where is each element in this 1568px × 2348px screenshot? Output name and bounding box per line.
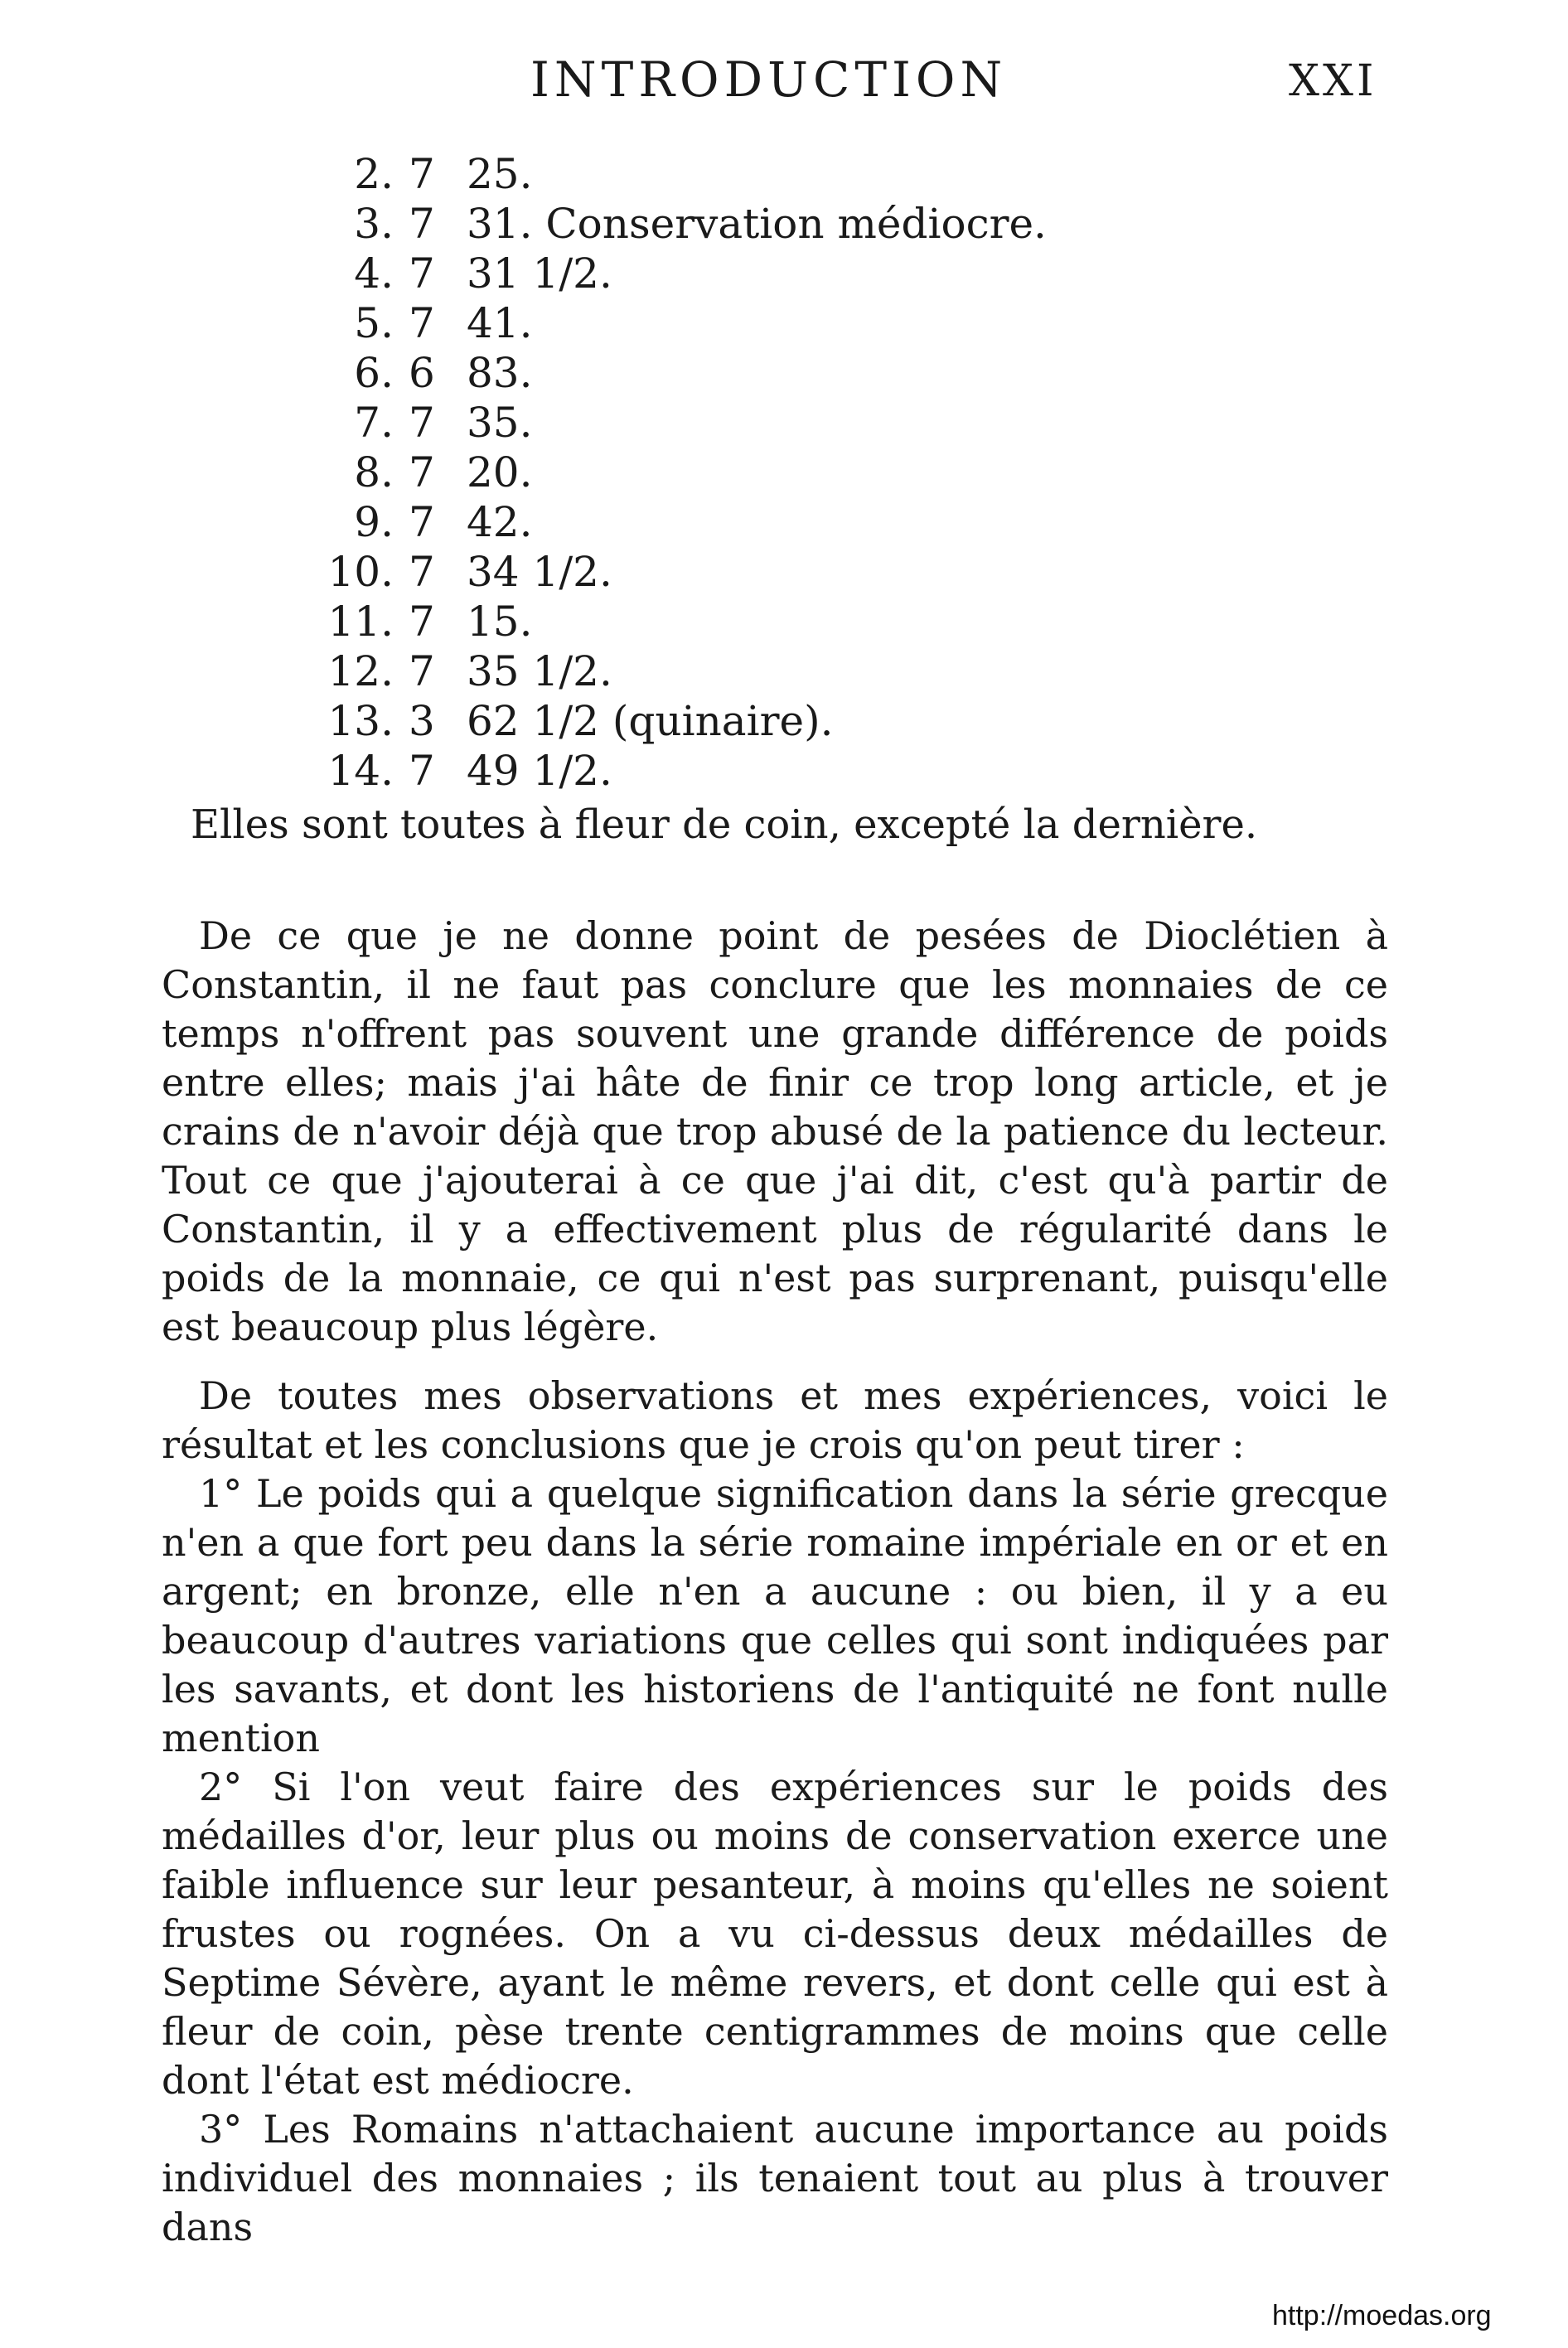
row-centigrams: 35 1/2.: [467, 647, 612, 695]
page-title: INTRODUCTION: [530, 51, 1008, 108]
row-centigrams: 31. Conservation médiocre.: [467, 200, 1047, 248]
table-row: [315, 348, 1047, 398]
paragraph-1-text: De ce que je ne donne point de pesées de Dioclétien à Constantin, il ne faut pas conclure que les monnaies de ce temps n'offrent pas souvent une grande différence de poids entre elles; mais j'ai hâte de finir ce trop long article, et je crains de n'avoir déjà que trop abusé de la patience du lecteur. Tout ce que j'ajouterai à ce que j'ai dit, c'est qu'à partir de Constantin, il y a effectivement plus de régularité dans le poids de la monnaie, ce qui n'est pas surprenant, puisqu'elle est beaucoup plus légère.: [162, 913, 1388, 1349]
table-row: [315, 298, 1047, 348]
row-grams: 7: [409, 299, 435, 347]
point-3-text: 3° Les Romains n'attachaient aucune importance au poids individuel des monnaies ; ils tenaient tout au plus à trouver dans: [162, 2107, 1388, 2249]
row-centigrams: 34 1/2.: [467, 548, 612, 596]
row-grams: 3: [409, 697, 435, 745]
paragraph-2-text: De toutes mes observations et mes expériences, voici le résultat et les conclusions que je crois qu'on peut tirer :: [162, 1373, 1388, 1467]
table-row: [315, 646, 1047, 696]
watermark-url: http://moedas.org: [1272, 2300, 1492, 2331]
row-centigrams: 15.: [467, 598, 533, 646]
row-number: 11.: [327, 598, 394, 646]
row-number: 4.: [354, 249, 394, 298]
point-2-text: 2° Si l'on veut faire des expériences sur le poids des médailles d'or, leur plus ou moins de conservation exerce une faible influence sur leur pesanteur, à moins qu'elles ne soient frustes ou rognées. On a vu ci-dessus deux médailles de Septime Sévère, ayant le même revers, et dont celle qui est à fleur de coin, pèse trente centigrammes de moins que celle dont l'état est médiocre.: [162, 1765, 1388, 2103]
paragraph-1: [162, 912, 1388, 1352]
row-grams: 7: [409, 598, 435, 646]
row-number: 13.: [327, 697, 394, 745]
table-row: [315, 249, 1047, 298]
row-number: 3.: [354, 200, 394, 248]
running-head: [0, 43, 1568, 109]
row-number: 9.: [354, 498, 394, 546]
row-grams: 7: [409, 249, 435, 298]
table-row: [315, 149, 1047, 199]
point-1-text: 1° Le poids qui a quelque signification dans la série grecque n'en a que fort peu dans la série romaine impériale en or et en argent; en bronze, elle n'en a aucune : ou bien, il y a eu beaucoup d'autres variations que celles qui sont indiquées par les savants, et dont les historiens de l'antiquité ne font nulle mention: [162, 1471, 1388, 1760]
row-number: 6.: [354, 349, 394, 397]
row-grams: 7: [409, 399, 435, 447]
row-number: 14.: [327, 747, 394, 795]
row-centigrams: 20.: [467, 448, 533, 496]
row-grams: 7: [409, 448, 435, 496]
row-grams: 6: [409, 349, 435, 397]
row-centigrams: 83.: [467, 349, 533, 397]
weights-table: [315, 149, 1047, 796]
row-number: 7.: [354, 399, 394, 447]
row-grams: 7: [409, 200, 435, 248]
row-centigrams: 35.: [467, 399, 533, 447]
table-row: [315, 547, 1047, 597]
row-number: 10.: [327, 548, 394, 596]
row-number: 8.: [354, 448, 394, 496]
table-row: [315, 696, 1047, 746]
table-row: [315, 199, 1047, 249]
row-centigrams: 62 1/2 (quinaire).: [467, 697, 834, 745]
conclusions-section: [162, 1372, 1388, 2252]
table-row: [315, 448, 1047, 497]
row-grams: 7: [409, 747, 435, 795]
row-grams: 7: [409, 647, 435, 695]
row-number: 12.: [327, 647, 394, 695]
table-note: Elles sont toutes à fleur de coin, excepté la dernière.: [191, 801, 1258, 848]
table-row: [315, 398, 1047, 448]
row-grams: 7: [409, 150, 435, 198]
table-row: [315, 597, 1047, 646]
row-centigrams: 25.: [467, 150, 533, 198]
table-row: [315, 497, 1047, 547]
row-grams: 7: [409, 548, 435, 596]
row-grams: 7: [409, 498, 435, 546]
table-row: [315, 746, 1047, 796]
row-centigrams: 42.: [467, 498, 533, 546]
page-number: XXI: [1289, 56, 1377, 106]
row-centigrams: 49 1/2.: [467, 747, 612, 795]
row-number: 5.: [354, 299, 394, 347]
row-centigrams: 31 1/2.: [467, 249, 612, 298]
row-centigrams: 41.: [467, 299, 533, 347]
row-number: 2.: [354, 150, 394, 198]
